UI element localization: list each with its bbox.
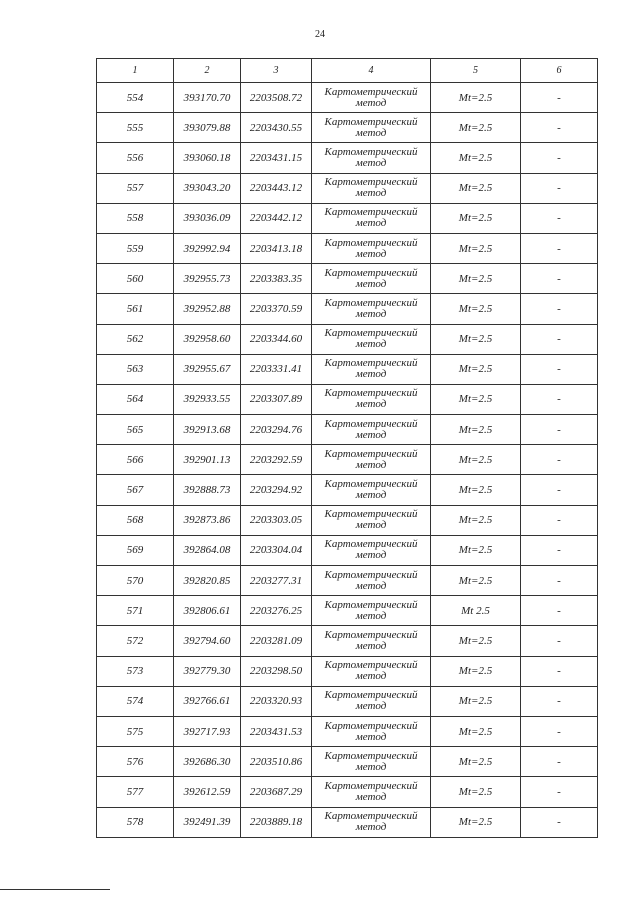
header-col-6: 6 [521, 59, 598, 83]
note-cell: - [521, 294, 598, 324]
note-cell: - [521, 384, 598, 414]
footnote-divider [0, 889, 110, 890]
table-row [97, 807, 598, 837]
accuracy-cell: Mt=2.5 [431, 566, 521, 596]
y-coordinate-cell: 2203331.41 [241, 354, 312, 384]
point-number-cell: 556 [97, 143, 174, 173]
table-row [97, 656, 598, 686]
y-coordinate-cell: 2203413.18 [241, 233, 312, 263]
note-cell: - [521, 716, 598, 746]
y-coordinate-cell: 2203276.25 [241, 596, 312, 626]
y-coordinate-cell: 2203292.59 [241, 445, 312, 475]
table-row [97, 294, 598, 324]
method-cell: Картометрический метод [312, 445, 431, 475]
x-coordinate-cell: 392955.67 [174, 354, 241, 384]
note-cell: - [521, 686, 598, 716]
method-cell: Картометрический метод [312, 173, 431, 203]
accuracy-cell: Mt=2.5 [431, 505, 521, 535]
point-number-cell: 564 [97, 384, 174, 414]
table-header-row [97, 59, 598, 83]
accuracy-cell: Mt=2.5 [431, 475, 521, 505]
method-cell: Картометрический метод [312, 807, 431, 837]
point-number-cell: 576 [97, 747, 174, 777]
x-coordinate-cell: 393036.09 [174, 203, 241, 233]
y-coordinate-cell: 2203687.29 [241, 777, 312, 807]
point-number-cell: 575 [97, 716, 174, 746]
x-coordinate-cell: 392933.55 [174, 384, 241, 414]
header-col-2: 2 [174, 59, 241, 83]
note-cell: - [521, 596, 598, 626]
y-coordinate-cell: 2203304.04 [241, 535, 312, 565]
note-cell: - [521, 505, 598, 535]
x-coordinate-cell: 392873.86 [174, 505, 241, 535]
method-cell: Картометрический метод [312, 113, 431, 143]
note-cell: - [521, 203, 598, 233]
point-number-cell: 572 [97, 626, 174, 656]
x-coordinate-cell: 392888.73 [174, 475, 241, 505]
x-coordinate-cell: 392901.13 [174, 445, 241, 475]
method-cell: Картометрический метод [312, 415, 431, 445]
note-cell: - [521, 475, 598, 505]
y-coordinate-cell: 2203370.59 [241, 294, 312, 324]
table-row [97, 777, 598, 807]
method-cell: Картометрический метод [312, 354, 431, 384]
note-cell: - [521, 566, 598, 596]
point-number-cell: 569 [97, 535, 174, 565]
y-coordinate-cell: 2203277.31 [241, 566, 312, 596]
x-coordinate-cell: 392806.61 [174, 596, 241, 626]
table-row [97, 143, 598, 173]
x-coordinate-cell: 392686.30 [174, 747, 241, 777]
method-cell: Картометрический метод [312, 264, 431, 294]
table-row [97, 626, 598, 656]
method-cell: Картометрический метод [312, 566, 431, 596]
method-cell: Картометрический метод [312, 384, 431, 414]
header-col-3: 3 [241, 59, 312, 83]
x-coordinate-cell: 393079.88 [174, 113, 241, 143]
x-coordinate-cell: 392955.73 [174, 264, 241, 294]
y-coordinate-cell: 2203303.05 [241, 505, 312, 535]
note-cell: - [521, 233, 598, 263]
y-coordinate-cell: 2203307.89 [241, 384, 312, 414]
x-coordinate-cell: 392491.39 [174, 807, 241, 837]
accuracy-cell: Mt=2.5 [431, 445, 521, 475]
table-row [97, 415, 598, 445]
x-coordinate-cell: 393043.20 [174, 173, 241, 203]
table-row [97, 354, 598, 384]
x-coordinate-cell: 392794.60 [174, 626, 241, 656]
point-number-cell: 555 [97, 113, 174, 143]
point-number-cell: 571 [97, 596, 174, 626]
method-cell: Картометрический метод [312, 475, 431, 505]
note-cell: - [521, 777, 598, 807]
y-coordinate-cell: 2203320.93 [241, 686, 312, 716]
y-coordinate-cell: 2203442.12 [241, 203, 312, 233]
y-coordinate-cell: 2203298.50 [241, 656, 312, 686]
method-cell: Картометрический метод [312, 747, 431, 777]
table-row [97, 324, 598, 354]
table-row [97, 384, 598, 414]
note-cell: - [521, 807, 598, 837]
accuracy-cell: Mt=2.5 [431, 173, 521, 203]
method-cell: Картометрический метод [312, 233, 431, 263]
note-cell: - [521, 354, 598, 384]
accuracy-cell: Mt=2.5 [431, 777, 521, 807]
note-cell: - [521, 747, 598, 777]
table-row [97, 445, 598, 475]
point-number-cell: 574 [97, 686, 174, 716]
table-row [97, 566, 598, 596]
table-row [97, 233, 598, 263]
x-coordinate-cell: 393170.70 [174, 83, 241, 113]
table-row [97, 747, 598, 777]
point-number-cell: 577 [97, 777, 174, 807]
point-number-cell: 567 [97, 475, 174, 505]
point-number-cell: 560 [97, 264, 174, 294]
point-number-cell: 562 [97, 324, 174, 354]
point-number-cell: 558 [97, 203, 174, 233]
accuracy-cell: Mt=2.5 [431, 264, 521, 294]
x-coordinate-cell: 392864.08 [174, 535, 241, 565]
table-row [97, 264, 598, 294]
x-coordinate-cell: 392913.68 [174, 415, 241, 445]
accuracy-cell: Mt=2.5 [431, 686, 521, 716]
accuracy-cell: Mt=2.5 [431, 113, 521, 143]
accuracy-cell: Mt=2.5 [431, 384, 521, 414]
y-coordinate-cell: 2203889.18 [241, 807, 312, 837]
y-coordinate-cell: 2203281.09 [241, 626, 312, 656]
method-cell: Картометрический метод [312, 324, 431, 354]
method-cell: Картометрический метод [312, 656, 431, 686]
page-number: 24 [315, 29, 325, 40]
accuracy-cell: Mt=2.5 [431, 716, 521, 746]
point-number-cell: 559 [97, 233, 174, 263]
note-cell: - [521, 173, 598, 203]
x-coordinate-cell: 392992.94 [174, 233, 241, 263]
y-coordinate-cell: 2203294.76 [241, 415, 312, 445]
point-number-cell: 563 [97, 354, 174, 384]
y-coordinate-cell: 2203510.86 [241, 747, 312, 777]
x-coordinate-cell: 392612.59 [174, 777, 241, 807]
point-number-cell: 573 [97, 656, 174, 686]
point-number-cell: 566 [97, 445, 174, 475]
y-coordinate-cell: 2203344.60 [241, 324, 312, 354]
table-row [97, 83, 598, 113]
method-cell: Картометрический метод [312, 535, 431, 565]
x-coordinate-cell: 392820.85 [174, 566, 241, 596]
table-row [97, 475, 598, 505]
header-col-1: 1 [97, 59, 174, 83]
note-cell: - [521, 324, 598, 354]
note-cell: - [521, 83, 598, 113]
accuracy-cell: Mt=2.5 [431, 807, 521, 837]
point-number-cell: 570 [97, 566, 174, 596]
table-row [97, 686, 598, 716]
point-number-cell: 578 [97, 807, 174, 837]
table-row [97, 203, 598, 233]
method-cell: Картометрический метод [312, 143, 431, 173]
accuracy-cell: Mt=2.5 [431, 324, 521, 354]
note-cell: - [521, 264, 598, 294]
table-body [97, 83, 598, 838]
point-number-cell: 561 [97, 294, 174, 324]
accuracy-cell: Mt=2.5 [431, 143, 521, 173]
point-number-cell: 565 [97, 415, 174, 445]
x-coordinate-cell: 392952.88 [174, 294, 241, 324]
x-coordinate-cell: 392958.60 [174, 324, 241, 354]
y-coordinate-cell: 2203383.35 [241, 264, 312, 294]
accuracy-cell: Mt=2.5 [431, 747, 521, 777]
method-cell: Картометрический метод [312, 716, 431, 746]
accuracy-cell: Mt=2.5 [431, 233, 521, 263]
x-coordinate-cell: 392766.61 [174, 686, 241, 716]
accuracy-cell: Mt=2.5 [431, 415, 521, 445]
table-row [97, 173, 598, 203]
accuracy-cell: Mt=2.5 [431, 354, 521, 384]
accuracy-cell: Mt=2.5 [431, 294, 521, 324]
accuracy-cell: Mt=2.5 [431, 626, 521, 656]
method-cell: Картометрический метод [312, 83, 431, 113]
table-row [97, 596, 598, 626]
x-coordinate-cell: 392779.30 [174, 656, 241, 686]
point-number-cell: 568 [97, 505, 174, 535]
y-coordinate-cell: 2203430.55 [241, 113, 312, 143]
method-cell: Картометрический метод [312, 596, 431, 626]
method-cell: Картометрический метод [312, 203, 431, 233]
accuracy-cell: Mt=2.5 [431, 656, 521, 686]
note-cell: - [521, 143, 598, 173]
note-cell: - [521, 535, 598, 565]
header-col-5: 5 [431, 59, 521, 83]
point-number-cell: 554 [97, 83, 174, 113]
table-row [97, 535, 598, 565]
note-cell: - [521, 445, 598, 475]
method-cell: Картометрический метод [312, 777, 431, 807]
note-cell: - [521, 113, 598, 143]
point-number-cell: 557 [97, 173, 174, 203]
note-cell: - [521, 415, 598, 445]
coordinates-table [96, 58, 598, 838]
accuracy-cell: Mt=2.5 [431, 83, 521, 113]
method-cell: Картометрический метод [312, 505, 431, 535]
method-cell: Картометрический метод [312, 686, 431, 716]
table-row [97, 113, 598, 143]
table-row [97, 505, 598, 535]
y-coordinate-cell: 2203431.53 [241, 716, 312, 746]
y-coordinate-cell: 2203431.15 [241, 143, 312, 173]
x-coordinate-cell: 392717.93 [174, 716, 241, 746]
y-coordinate-cell: 2203443.12 [241, 173, 312, 203]
note-cell: - [521, 626, 598, 656]
y-coordinate-cell: 2203294.92 [241, 475, 312, 505]
accuracy-cell: Mt=2.5 [431, 535, 521, 565]
method-cell: Картометрический метод [312, 626, 431, 656]
table-row [97, 716, 598, 746]
accuracy-cell: Mt=2.5 [431, 203, 521, 233]
accuracy-cell: Mt 2.5 [431, 596, 521, 626]
y-coordinate-cell: 2203508.72 [241, 83, 312, 113]
header-col-4: 4 [312, 59, 431, 83]
note-cell: - [521, 656, 598, 686]
x-coordinate-cell: 393060.18 [174, 143, 241, 173]
method-cell: Картометрический метод [312, 294, 431, 324]
